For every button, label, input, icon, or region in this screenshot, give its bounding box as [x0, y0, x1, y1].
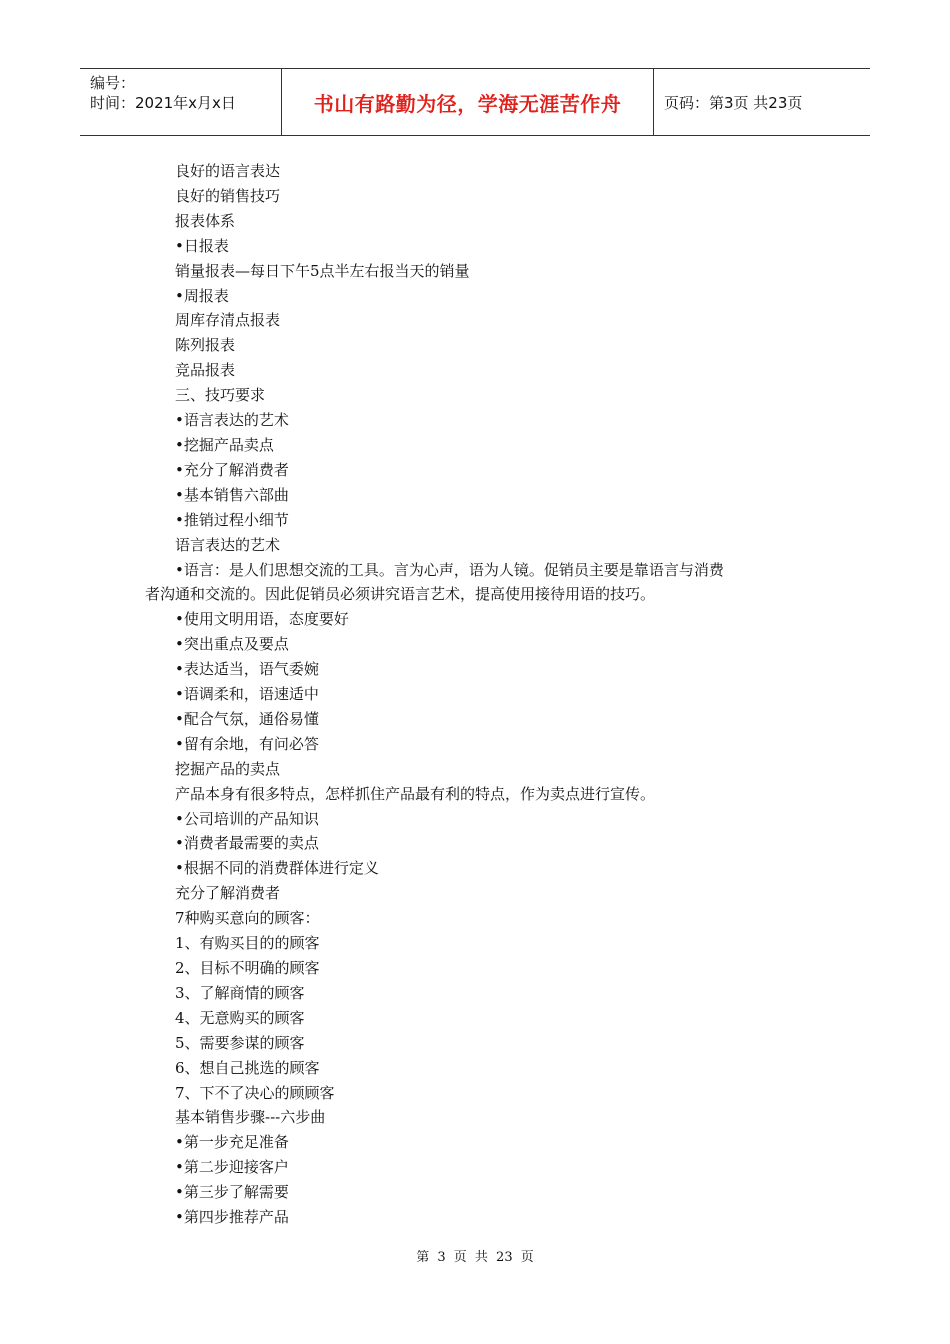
text-line: •充分了解消费者 — [175, 460, 289, 479]
text-line: 三、技巧要求 — [175, 386, 266, 405]
text-line: 基本销售步骤---六步曲 — [175, 1108, 326, 1127]
page-header — [80, 68, 870, 136]
text-line: •留有余地，有问必答 — [175, 734, 319, 753]
text-line: •表达适当，语气委婉 — [175, 660, 319, 679]
text-line: •消费者最需要的卖点 — [175, 834, 319, 853]
text-line: 7、下不了决心的顾顾客 — [175, 1083, 335, 1102]
text-line: •日报表 — [175, 236, 229, 255]
text-line: •推销过程小细节 — [175, 510, 289, 529]
text-line: 语言表达的艺术 — [175, 535, 281, 554]
header-motto: 书山有路勤为径，学海无涯苦作舟 — [282, 69, 654, 135]
text-line: 销量报表—每日下午5点半左右报当天的销量 — [175, 261, 470, 280]
text-line: 2、目标不明确的顾客 — [175, 959, 320, 977]
text-line: 6、想自己挑选的顾客 — [175, 1058, 320, 1077]
text-line: •挖掘产品卖点 — [175, 435, 274, 454]
header-page-label: 页码：第3页 共23页 — [664, 93, 803, 112]
text-line: 挖掘产品的卖点 — [175, 759, 281, 778]
page-footer: 第 3 页 共 23 页 — [416, 1250, 534, 1265]
text-line: •使用文明用语，态度要好 — [175, 610, 349, 629]
text-line: •第一步充足准备 — [175, 1133, 289, 1152]
document-body — [145, 159, 805, 1230]
paragraph-line: •语言：是人们思想交流的工具。言为心声，语为人镜。促销员主要是靠语言与消费 — [175, 560, 724, 579]
text-line: •根据不同的消费群体进行定义 — [175, 859, 379, 878]
text-line: 7种购买意向的顾客： — [175, 909, 320, 928]
text-line: 良好的销售技巧 — [175, 186, 281, 205]
text-line: 3、了解商情的顾客 — [175, 983, 305, 1002]
text-line: •语言表达的艺术 — [175, 411, 289, 430]
text-line: 陈列报表 — [175, 336, 236, 355]
text-line: 周库存清点报表 — [175, 311, 281, 330]
header-meta — [80, 69, 282, 135]
text-line: •周报表 — [175, 286, 229, 305]
text-line: 产品本身有很多特点，怎样抓住产品最有利的特点，作为卖点进行宣传。 — [175, 784, 656, 803]
text-line: 竞品报表 — [175, 361, 236, 380]
text-line: 充分了解消费者 — [175, 884, 281, 903]
text-line: •公司培训的产品知识 — [175, 809, 319, 828]
text-line: •语调柔和，语速适中 — [175, 685, 319, 704]
text-line: •第三步了解需要 — [175, 1183, 289, 1202]
text-line: 5、需要参谋的顾客 — [175, 1033, 305, 1052]
text-line: 报表体系 — [175, 211, 236, 230]
text-line: 良好的语言表达 — [175, 162, 281, 180]
text-line: •第四步推荐产品 — [175, 1208, 289, 1227]
text-line: •配合气氛，通俗易懂 — [175, 709, 319, 728]
document-date-label: 时间：2021年x月x日 — [90, 94, 236, 112]
document-number-label: 编号： — [90, 74, 136, 92]
text-line: 1、有购买目的的顾客 — [175, 934, 320, 953]
paragraph-line: 者沟通和交流的。因此促销员必须讲究语言艺术，提高使用接待用语的技巧。 — [145, 585, 656, 604]
text-line: •第二步迎接客户 — [175, 1158, 289, 1177]
text-line: •基本销售六部曲 — [175, 485, 289, 504]
text-line: 4、无意购买的顾客 — [175, 1008, 305, 1027]
text-line: •突出重点及要点 — [175, 635, 289, 654]
